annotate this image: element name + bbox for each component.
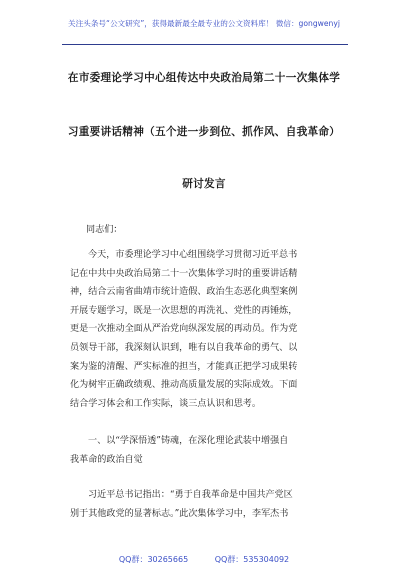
paragraph-1-line: 更是一次推动全面从严治党向纵深发展的再动员。作为党 [70,324,298,335]
paragraph-3 [70,486,350,523]
paragraph-3-line: 习近平总书记指出：“勇于自我革命是中国共产党区 [88,490,293,500]
paragraph-1-line: 今天，市委理论学习中心组围绕学习贯彻习近平总书 [88,250,298,260]
qq-group-1: QQ群：30265665 [118,555,189,564]
title-line-2: 习重要讲话精神（五个进一步到位、抓作风、自我革命） [67,126,341,138]
header-banner: 关注头条号“公文研究”，获得最新最全最专业的公文资料库！ 微信：gongwenyj [68,19,340,28]
title-line-1: 在市委理论学习中心组传达中央政治局第二十一次集体学 [67,72,341,84]
qq-group-2: QQ群：535304092 [214,555,290,564]
paragraph-1-line: 化为树牢正确政绩观、推动高质量发展的实际成效。下面 [70,380,298,391]
section-heading-line: 一、以“学深悟透”铸魂，在深化理论武装中增强自 [88,436,289,446]
paragraph-1-line: 结合学习体会和工作实际，谈三点认识和思考。 [70,398,261,409]
paragraph-1-line: 记在中共中央政治局第二十一次集体学习时的重要讲话精 [70,268,298,279]
paragraph-3-line: 别于其他政党的显著标志。”此次集体学习中，李军杰书 [70,508,289,519]
paragraph-1-line: 员领导干部，我深刻认识到，唯有以自我革命的勇气、以 [70,342,298,353]
title-line-3: 研讨发言 [182,178,226,190]
section-heading-line: 我革命的政治自觉 [70,454,143,465]
paragraph-1-line: 案为鉴的清醒、严实标准的担当，才能真正把学习成果转 [70,361,298,372]
paragraph-1 [70,246,350,413]
section-heading-1 [70,432,350,469]
paragraph-1-line: 开展专题学习，既是一次思想的再洗礼、党性的再锤炼， [70,305,298,316]
header-divider [62,44,348,45]
paragraph-1-line: 神，结合云南省曲靖市统计造假、政治生态恶化典型案例 [70,287,298,298]
footer-contacts [0,554,408,565]
salutation: 同志们： [86,225,123,235]
